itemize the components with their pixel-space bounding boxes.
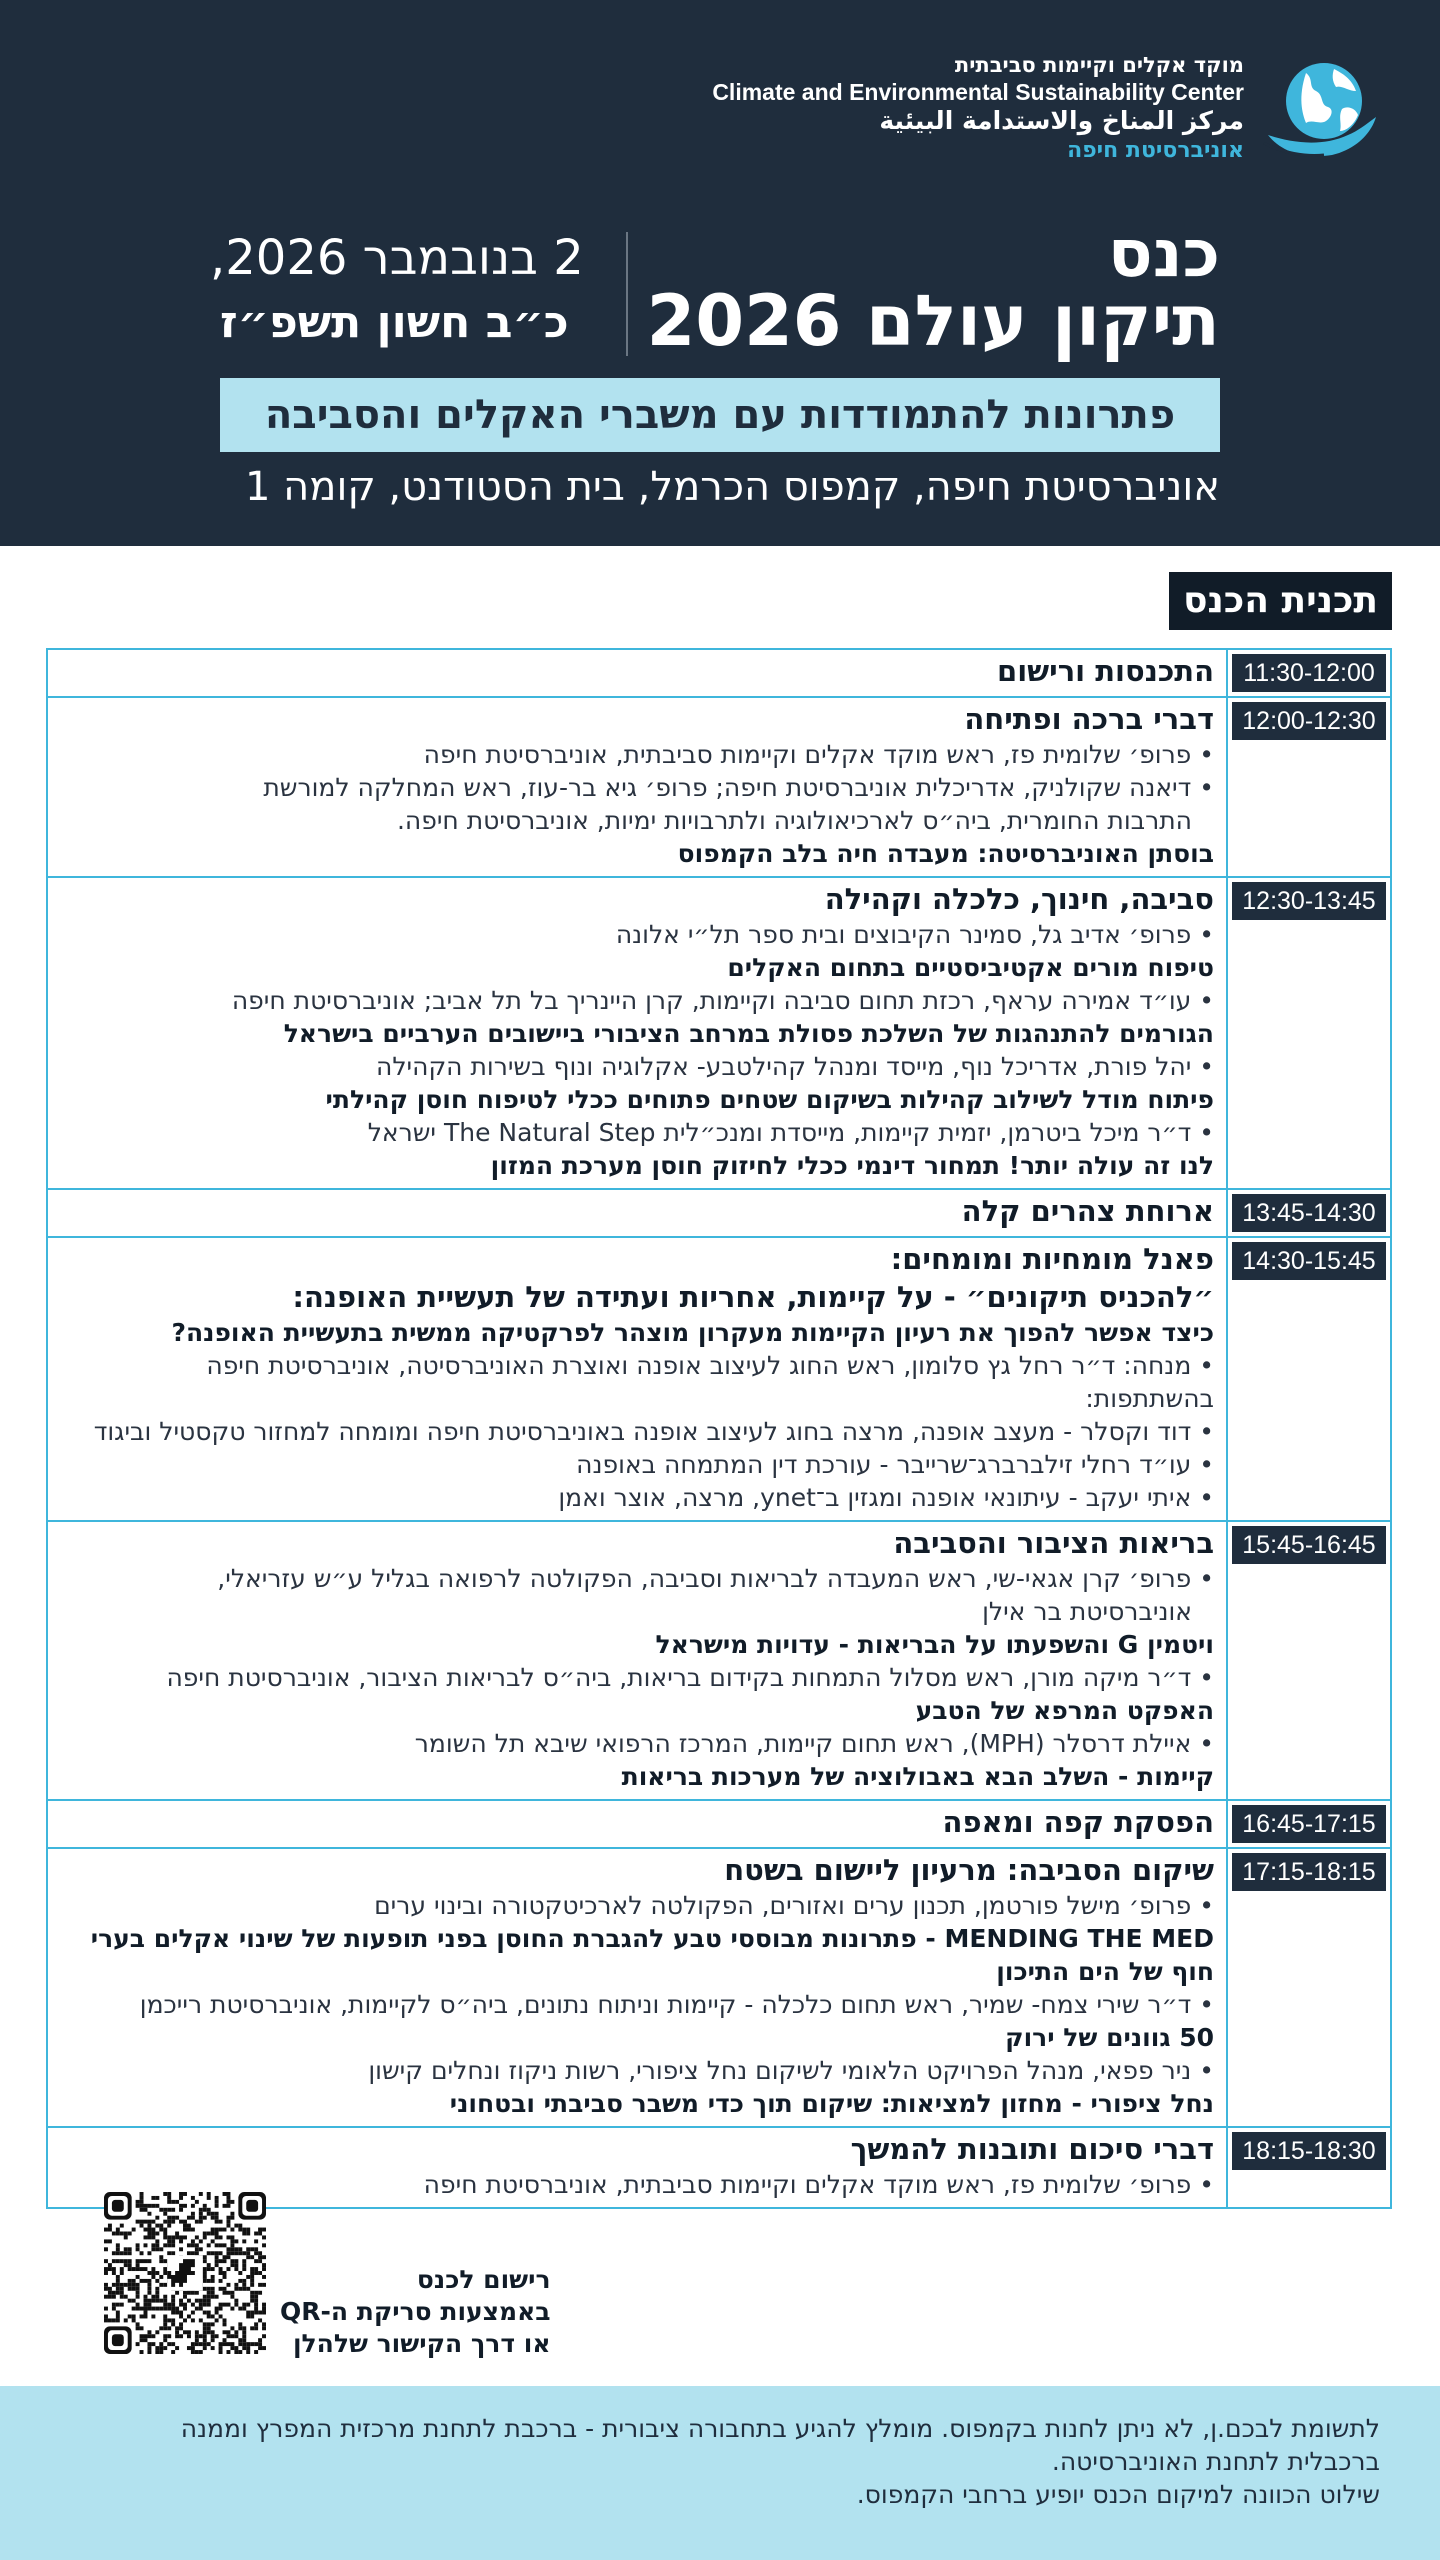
conference-title: תיקון עולם 2026 bbox=[646, 280, 1220, 362]
speaker-line: • דיאנה שקולניק, אדריכלית אוניברסיטת חיפה; פרופ׳ גיא בר-עוז, ראש המחלקה למורשת bbox=[60, 771, 1214, 804]
talk-title: האפקט המרפא של הטבע bbox=[915, 1696, 1214, 1725]
talk-title: ויטמין G והשפעתו על הבריאות - עדויות מישראל bbox=[655, 1630, 1214, 1659]
session-time-cell bbox=[1226, 650, 1390, 696]
speaker-line: • פרופ׳ קרן אגאי-שי, ראש המעבדה לבריאות וסביבה, הפקולטה לרפואה בגליל ע״ש עזריאלי, bbox=[60, 1562, 1214, 1595]
talk-title: 50 גוונים של ירוק bbox=[1005, 2023, 1214, 2052]
talk-title: הגורמים להתנהגות של השלכת פסולת במרחב הציבורי ביישובים הערביים בישראל bbox=[283, 1019, 1214, 1048]
globe-hand-icon bbox=[1262, 57, 1380, 161]
session-time-cell bbox=[1226, 878, 1390, 1188]
speaker-line: • ד״ר מיקה מורן, ראש מסלול התמחות בקידום בריאות, ביה״ס לבריאות הציבור, אוניברסיטת חיפה bbox=[60, 1661, 1214, 1694]
org-name-en: Climate and Environmental Sustainability Center bbox=[712, 79, 1244, 105]
registration-line: רישום לכנס bbox=[416, 2265, 551, 2294]
program-title: תכנית הכנס bbox=[1169, 572, 1392, 630]
session-time: 12:30-13:45 bbox=[1232, 882, 1386, 920]
speaker-line: • פרופ׳ שלומית פז, ראש מוקד אקלים וקיימות סביבתית, אוניברסיטת חיפה bbox=[60, 2168, 1214, 2201]
org-name-he: מוקד אקלים וקיימות סביבתית bbox=[954, 53, 1244, 77]
schedule-row bbox=[48, 878, 1390, 1190]
session-content bbox=[48, 1849, 1226, 2126]
session-time: 16:45-17:15 bbox=[1232, 1805, 1386, 1843]
speaker-line: • איילת דרסלר (MPH), ראש תחום קיימות, המרכז הרפואי שיבא תל השומר bbox=[60, 1727, 1214, 1760]
session-time-cell bbox=[1226, 698, 1390, 876]
session-line: התרבות החומרית, ביה״ס לארכיאולוגיה ולתרבויות ימיות, אוניברסיטת חיפה. bbox=[396, 806, 1192, 835]
schedule-row bbox=[48, 1238, 1390, 1522]
session-time: 17:15-18:15 bbox=[1232, 1853, 1386, 1891]
session-time: 11:30-12:00 bbox=[1232, 654, 1386, 692]
speaker-line: • ניר פפאי, מנהל הפרויקט הלאומי לשיקום נחל ציפורי, רשות ניקוז ונחלים קישון bbox=[60, 2054, 1214, 2087]
schedule-row bbox=[48, 1801, 1390, 1849]
university-name: אוניברסיטת חיפה bbox=[1067, 138, 1244, 163]
session-time-cell bbox=[1226, 2128, 1390, 2207]
qr-code[interactable] bbox=[104, 2192, 266, 2354]
speaker-line: • פרופ׳ מישל פורטמן, תכנון ערים ואזורים, הפקולטה לארכיטקטורה ובינוי ערים bbox=[60, 1889, 1214, 1922]
speaker-line: • פרופ׳ שלומית פז, ראש מוקד אקלים וקיימות סביבתית, אוניברסיטת חיפה bbox=[60, 738, 1214, 771]
session-content bbox=[48, 1238, 1226, 1520]
session-title: בריאות הציבור והסביבה bbox=[893, 1526, 1214, 1560]
session-time: 15:45-16:45 bbox=[1232, 1526, 1386, 1564]
session-title: ארוחת צהרים קלה bbox=[961, 1194, 1214, 1228]
session-time-cell bbox=[1226, 1522, 1390, 1799]
session-content bbox=[48, 650, 1226, 696]
speaker-line: • עו״ד רחלי זילברברג־שרייבר - עורכת דין המתמחה באופנה bbox=[60, 1448, 1214, 1481]
footer-line: שילוט הכוונה למיקום הכנס יופיע ברחבי הקמפוס. bbox=[856, 2480, 1380, 2509]
talk-title: נחל ציפורי - מחזון למציאות: שיקום תוך כדי משבר סביבתי ובטחוני bbox=[449, 2089, 1214, 2118]
session-content bbox=[48, 1522, 1226, 1799]
registration-line: או דרך הקישור שלהלן bbox=[292, 2329, 551, 2358]
schedule-row bbox=[48, 1849, 1390, 2128]
session-title: פאנל מומחיות ומומחים: bbox=[890, 1242, 1214, 1276]
subtitle-box bbox=[220, 378, 1220, 452]
registration-line: באמצעות סריקת ה-QR bbox=[280, 2297, 551, 2326]
date-hebrew: כ״ב חשון תשפ״ז bbox=[220, 297, 569, 348]
session-content bbox=[48, 698, 1226, 876]
speaker-line: • עו״ד אמירה עראף, רכזת תחום סביבה וקיימות, קרן היינריך בל תל אביב; אוניברסיטת חיפה bbox=[60, 984, 1214, 1017]
session-title: הפסקת קפה ומאפה bbox=[942, 1805, 1214, 1839]
session-time: 18:15-18:30 bbox=[1232, 2132, 1386, 2170]
talk-title: בוסתן האוניברסיטה: מעבדה חיה בלב הקמפוס bbox=[677, 839, 1214, 868]
session-content bbox=[48, 1801, 1226, 1847]
session-content bbox=[48, 878, 1226, 1188]
speaker-line: • יהל פורת, אדריכל נוף, מייסד ומנהל קהילטבע- אקלוגיה ונוף בשירות הקהילה bbox=[60, 1050, 1214, 1083]
speaker-line: • מנחה: ד״ר רחל גץ סלומון, ראש החוג לעיצוב אופנה ואוצרת האוניברסיטה, אוניברסיטת חיפה bbox=[60, 1349, 1214, 1382]
session-time: 14:30-15:45 bbox=[1232, 1242, 1386, 1280]
session-time-cell bbox=[1226, 1801, 1390, 1847]
schedule-row bbox=[48, 1522, 1390, 1801]
session-line: בהשתתפות: bbox=[1085, 1384, 1214, 1413]
session-time-cell bbox=[1226, 1849, 1390, 2126]
conference-label: כנס bbox=[1107, 215, 1220, 292]
speaker-line: • דוד וקסלר - מעצב אופנה, מרצה בחוג לעיצוב אופנה באוניברסיטת חיפה ומומחה למחזור טקסטיל וביגוד bbox=[60, 1415, 1214, 1448]
talk-title: חוף של הים התיכון bbox=[996, 1957, 1214, 1986]
talk-title: MENDING THE MED - פתרונות מבוססי טבע להגברת החוסן בפני תופעות של שינוי אקלים בערי bbox=[90, 1924, 1214, 1953]
talk-title: לנו זה עולה יותר! תמחור דינמי ככלי לחיזוק חוסן מערכת המזון bbox=[490, 1151, 1214, 1180]
session-title: דברי סיכום ותובנות להמשך bbox=[850, 2132, 1214, 2166]
conference-subtitle: פתרונות להתמודדות עם משברי האקלים והסביבה bbox=[264, 392, 1176, 438]
talk-title: קיימות - השלב הבא באבולוציה של מערכות בריאות bbox=[621, 1762, 1214, 1791]
schedule-row bbox=[48, 698, 1390, 878]
conference-location: אוניברסיטת חיפה, קמפוס הכרמל, בית הסטודנט, קומה 1 bbox=[244, 464, 1220, 510]
talk-title: טיפוח מורים אקטיביסטיים בתחום האקלים bbox=[727, 953, 1214, 982]
header-divider bbox=[626, 232, 628, 356]
org-name-ar: مركز المناخ والاستدامة البيئية bbox=[879, 106, 1244, 135]
session-time: 12:00-12:30 bbox=[1232, 702, 1386, 740]
registration-note bbox=[280, 2264, 551, 2360]
session-time: 13:45-14:30 bbox=[1232, 1194, 1386, 1232]
talk-title: כיצד אפשר להפוך את רעיון הקיימות מעקרון מוצהר לפרקטיקה ממשית בתעשיית האופנה? bbox=[171, 1318, 1214, 1347]
schedule-table bbox=[46, 648, 1392, 2209]
org-text bbox=[712, 52, 1244, 166]
date-gregorian: 2 בנובמבר 2026, bbox=[210, 230, 584, 286]
talk-title: פיתוח מודל לשילוב קהילות בשיקום שטחים פתוחים ככלי לטיפוח חוסן קהילתי bbox=[325, 1085, 1214, 1114]
session-line: אוניברסיטת בר אילן bbox=[982, 1597, 1192, 1626]
speaker-line: • ד״ר מיכל ביטרמן, יזמית קיימות, מייסדת ומנכ״לית The Natural Step ישראל bbox=[60, 1116, 1214, 1149]
org-block bbox=[712, 52, 1380, 166]
session-content bbox=[48, 1190, 1226, 1236]
speaker-line: • פרופ׳ אדיב גל, סמינר הקיבוצים ובית ספר תל״י אלונה bbox=[60, 918, 1214, 951]
schedule-row bbox=[48, 650, 1390, 698]
talk-title: ״להכניס תיקונים״ - על קיימות, אחריות ועתידה של תעשיית האופנה: bbox=[292, 1280, 1214, 1314]
speaker-line: • ד״ר שירי צמח- שמיר, ראש תחום כלכלה - קיימות וניתוח נתונים, ביה״ס לקיימות, אוניברסיטת רייכמן bbox=[60, 1988, 1214, 2021]
footer-line: ברכבלית לתחנת האוניברסיטה. bbox=[1051, 2447, 1380, 2476]
header-banner bbox=[0, 0, 1440, 546]
session-title: שיקום הסביבה: מרעיון ליישום בשטח bbox=[724, 1853, 1214, 1887]
speaker-line: • איתי יעקב - עיתונאי אופנה ומגזין ב־ynet, מרצה, אוצר ואמן bbox=[60, 1481, 1214, 1514]
session-time-cell bbox=[1226, 1238, 1390, 1520]
footer-line: לתשומת לבכם.ן, לא ניתן לחנות בקמפוס. מומלץ להגיע בתחבורה ציבורית - ברכבת לתחנת מרכזית המפרץ וממנה bbox=[180, 2414, 1380, 2443]
session-time-cell bbox=[1226, 1190, 1390, 1236]
session-title: דברי ברכה ופתיחה bbox=[964, 702, 1214, 736]
session-title: התכנסות ורישום bbox=[997, 654, 1214, 688]
schedule-row bbox=[48, 1190, 1390, 1238]
session-title: סביבה, חינוך, כלכלה וקהילה bbox=[824, 882, 1214, 916]
footer-note bbox=[0, 2386, 1440, 2560]
